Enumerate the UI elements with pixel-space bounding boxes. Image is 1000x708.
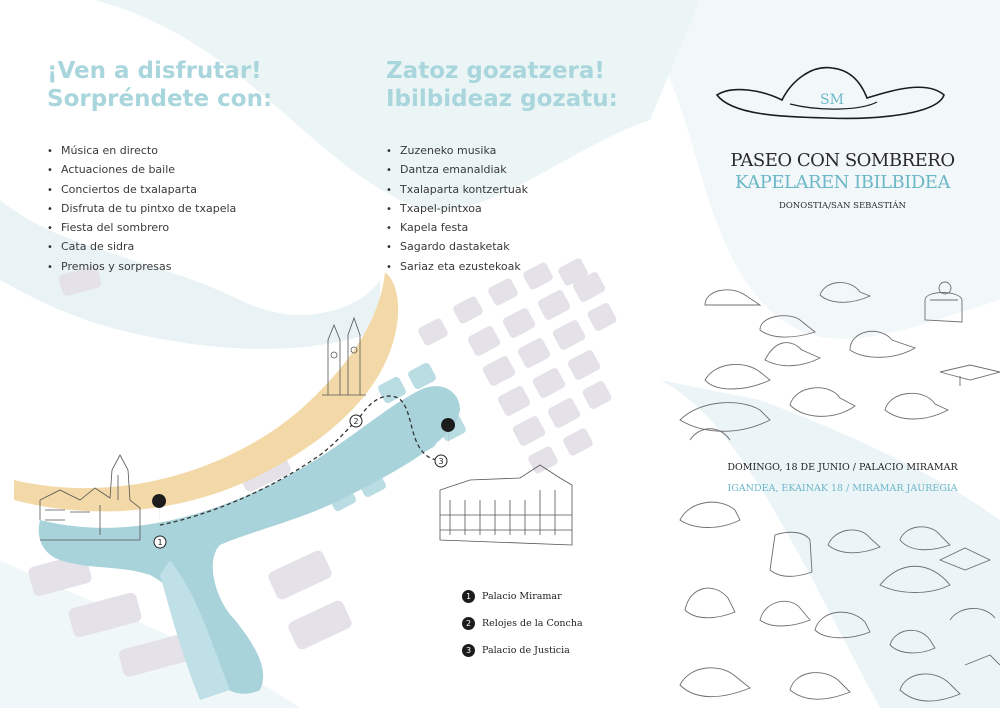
list-item: • Cata de sidra	[47, 237, 236, 256]
list-item: • Sagardo dastaketak	[386, 237, 528, 256]
spanish-heading	[47, 57, 272, 113]
logo-monogram: SM	[820, 92, 844, 108]
svg-text:1: 1	[157, 538, 163, 547]
hat-logo-icon	[712, 60, 952, 135]
legend-number: 1	[462, 590, 475, 603]
legend-number: 3	[462, 644, 475, 657]
event-title-eu: KAPELAREN IBILBIDEA	[735, 172, 950, 193]
list-item: • Fiesta del sombrero	[47, 218, 236, 237]
list-item: • Kapela festa	[386, 218, 528, 237]
legend-label: Relojes de la Concha	[482, 618, 583, 629]
basque-heading-line1: Zatoz gozatzera!	[386, 58, 605, 84]
event-date-eu: IGANDEA, EKAINAK 18 / MIRAMAR JAUREGIA	[727, 483, 958, 494]
legend-label: Palacio Miramar	[482, 591, 562, 602]
spanish-heading-line1: ¡Ven a disfrutar!	[47, 58, 262, 84]
basque-activity-list	[386, 141, 528, 276]
list-item: • Txapel-pintxoa	[386, 199, 528, 218]
list-item: • Premios y sorpresas	[47, 257, 236, 276]
spanish-activity-list	[47, 141, 236, 276]
list-item: • Txalaparta kontzertuak	[386, 180, 528, 199]
basque-heading	[386, 57, 618, 113]
event-date-block	[700, 461, 985, 496]
list-item: • Música en directo	[47, 141, 236, 160]
legend-item	[462, 637, 583, 664]
basque-heading-line2: Ibilbideaz gozatu:	[386, 86, 618, 112]
legend-number: 2	[462, 617, 475, 630]
event-city: DONOSTIA/SAN SEBASTIÁN	[779, 201, 906, 211]
event-title-es: PASEO CON SOMBRERO	[730, 150, 955, 171]
list-item: • Conciertos de txalaparta	[47, 180, 236, 199]
map-legend	[462, 583, 583, 664]
svg-text:3: 3	[438, 457, 444, 466]
event-title-block	[700, 150, 985, 211]
legend-label: Palacio de Justicia	[482, 645, 570, 656]
spanish-heading-line2: Sorpréndete con:	[47, 86, 273, 112]
svg-text:2: 2	[353, 417, 359, 426]
event-date-es: DOMINGO, 18 DE JUNIO / PALACIO MIRAMAR	[727, 462, 958, 473]
legend-item	[462, 610, 583, 637]
list-item: • Disfruta de tu pintxo de txapela	[47, 199, 236, 218]
legend-item	[462, 583, 583, 610]
list-item: • Dantza emanaldiak	[386, 160, 528, 179]
justice-sketch	[440, 465, 572, 545]
list-item: • Sariaz eta ezustekoak	[386, 257, 528, 276]
list-item: • Actuaciones de baile	[47, 160, 236, 179]
list-item: • Zuzeneko musika	[386, 141, 528, 160]
